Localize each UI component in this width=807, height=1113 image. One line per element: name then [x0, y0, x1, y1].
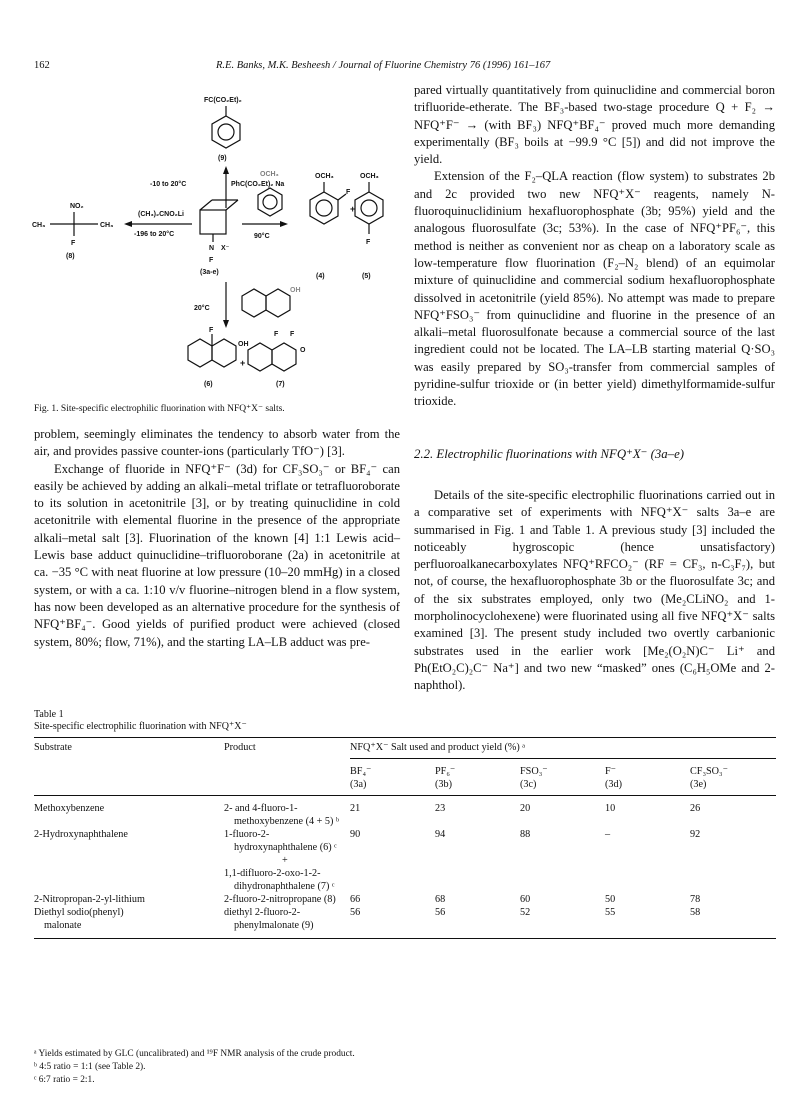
label-c7: (7) [276, 381, 285, 388]
label-f-5: F [366, 239, 371, 246]
right-column [414, 82, 775, 411]
cell-product: 1-fluoro-2- hydroxynaphthalene (6) ᶜ + 1,1-difluoro-2-oxo-1-2- dihydronaphthalene (7) ᶜ [224, 829, 337, 892]
cell-yield: 20 [520, 803, 531, 814]
cell-substrate: 2-Hydroxynaphthalene [34, 829, 128, 840]
salt-anion: FSO₃⁻ [520, 766, 548, 777]
table-row [34, 828, 776, 893]
label-top-reagent: FC(CO₂Et)₂ [204, 97, 242, 104]
label-c8-f: F [71, 240, 76, 247]
salt-code: (3e) [690, 779, 707, 790]
cell-yield: 52 [520, 907, 531, 918]
label-f-7a: F [274, 331, 279, 338]
cell-substrate: Methoxybenzene [34, 803, 105, 814]
label-f-7b: F [290, 331, 295, 338]
label-step-right: 90°C [254, 233, 270, 240]
label-xminus: X⁻ [221, 245, 230, 252]
cell-product: 2- and 4-fluoro-1- methoxybenzene (4 + 5) ᵇ [224, 803, 340, 827]
table-footnotes [34, 1048, 776, 1087]
svg-text:+: + [240, 358, 246, 368]
footnote-b: ᵇ 4:5 ratio = 1:1 (see Table 2). [34, 1062, 146, 1072]
head-product: Product [224, 742, 256, 753]
cell-yield: 10 [605, 803, 616, 814]
label-c5: (5) [362, 273, 371, 280]
cell-yield: 56 [435, 907, 446, 918]
footnote-c: ᶜ 6:7 ratio = 2:1. [34, 1075, 95, 1085]
salt-code: (3c) [520, 779, 537, 790]
salt-anion: BF₄⁻ [350, 766, 372, 777]
left-paragraph-1: problem, seemingly eliminates the tendency to absorb water from the air, and provides passive counter-ions (particularly TfO⁻) [3]. [34, 427, 400, 459]
head-salt: NFQ⁺X⁻ Salt used and product yield (%) ᵃ [350, 742, 526, 753]
cell-yield: 21 [350, 803, 361, 814]
cell-yield: 58 [690, 907, 701, 918]
table-1 [34, 741, 776, 943]
right-column-2 [414, 487, 775, 695]
table-title: Site-specific electrophilic fluorination with NFQ⁺X⁻ [34, 721, 247, 732]
cell-yield: 88 [520, 829, 531, 840]
label-och3-4: OCH₃ [315, 173, 334, 180]
label-step-up-reagent: PhC(CO₂Et)₂ Na [231, 181, 285, 188]
running-title: R.E. Banks, M.K. Besheesh / Journal of Fluorine Chemistry 76 (1996) 161–167 [216, 60, 551, 71]
label-c8-ch3r: CH₃ [100, 222, 114, 229]
label-step-up: -10 to 20°C [150, 181, 187, 188]
cell-yield: 50 [605, 894, 616, 905]
cell-product: 2-fluoro-2-nitropropane (8) [224, 894, 336, 905]
label-och3-5: OCH₃ [360, 173, 379, 180]
figure-caption: Fig. 1. Site-specific electrophilic fluorination with NFQ⁺X⁻ salts. [34, 404, 285, 414]
cell-yield: – [605, 829, 611, 840]
salt-anion: F⁻ [605, 766, 617, 777]
salt-code: (3d) [605, 779, 622, 790]
cell-yield: 78 [690, 894, 701, 905]
salt-anion: PF₆⁻ [435, 766, 456, 777]
section-heading: 2.2. Electrophilic fluorinations with NFQ⁺X⁻ (3a–e) [414, 447, 685, 461]
label-c8: (8) [66, 253, 75, 260]
label-c8-no2: NO₂ [70, 203, 84, 210]
table-row [34, 906, 776, 932]
cell-product: diethyl 2-fluoro-2- phenylmalonate (9) [224, 907, 314, 931]
cell-yield: 23 [435, 803, 446, 814]
footnote-a: ᵃ Yields estimated by GLC (uncalibrated) and ¹⁹F NMR analysis of the crude product. [34, 1049, 355, 1059]
left-column [34, 426, 400, 651]
label-c9: (9) [218, 155, 227, 162]
page-number: 162 [34, 60, 50, 71]
cell-yield: 60 [520, 894, 531, 905]
label-c6: (6) [204, 381, 213, 388]
salt-code: (3b) [435, 779, 452, 790]
table-row [34, 802, 776, 828]
label-step-left-temp: -196 to 20°C [134, 231, 175, 238]
right-paragraph-3: Details of the site-specific electrophilic fluorinations carried out in a comparative set of experiments with NFQ⁺X⁻ salts 3a–e are summarised in Fig. 1 and Table 1. A previous study [3] included the noticeably hygroscopic (hence unsatisfactory) perfluoroalkanecarboxylates NFQ⁺RFCO₂⁻ (RF = CF₃, n-C₃F₇), but not, of course, the hexafluorophosphate 3b or the fluorosulfate 3c; and of the six substrates employed, only two (Me₂CLiNO₂ and 1-morpholinocyclohexene) were fluorinated using all five NFQ⁺X⁻ salts examined [3]. The present study included two overtly carbanionic substrates used in the earlier work [Me₂(O₂N)C⁻ Li⁺ and Ph(EtO₂C)₂C⁻ Na⁺] and two new “masked” ones (C₆H₅OMe and 2-naphthol). [414, 488, 775, 693]
figure-1-scheme [28, 88, 398, 388]
cell-yield: 68 [435, 894, 446, 905]
table-row [34, 893, 776, 906]
cell-yield: 26 [690, 803, 701, 814]
salt-anion: CF₃SO₃⁻ [690, 766, 728, 777]
label-c3: (3a-e) [200, 269, 219, 276]
cell-yield: 92 [690, 829, 701, 840]
table-label: Table 1 [34, 709, 64, 720]
label-c4: (4) [316, 273, 325, 280]
svg-text:+: + [350, 204, 356, 214]
left-paragraph-2: Exchange of fluoride in NFQ⁺F⁻ (3d) for CF₃SO₃⁻ or BF₄⁻ can easily be achieved by adding an alkali–metal triflate or tetrafluoroborate to its solution in acetonitrile [3], or by treating quinuclidine in cold acetonitrile with elemental fluorine in the presence of the appropriate alkali–metal salt [3]. Fluorination of the known [4] 1:1 Lewis acid–Lewis base adduct quinuclidine–trifluoroborane (2a) in acetonitrile at ca. −35 °C with neat fluorine at low pressure (10–20 mmHg) in a closed system, or with a ca. 1:10 v/v fluorine–nitrogen blend in a flow system, has now been developed as an alternative procedure for the synthesis of NFQ⁺BF₄⁻. Good yields of purified product were achieved (closed system, 80%; flow, 71%), and the starting LA–LB adduct was pre- [34, 461, 400, 649]
label-oh-start: OH [290, 287, 301, 294]
right-paragraph-1: pared virtually quantitatively from quinuclidine and commercial boron trifluoride-etherate. The BF₃-based two-stage procedure Q + F₂ → NFQ⁺F⁻ → (with BF₃) NFQ⁺BF₄⁻ proved much more demanding experimentally (BF₃ boils at −99.9 °C [5]) and did not improve the yield. [414, 83, 775, 167]
cell-yield: 66 [350, 894, 361, 905]
label-f-6: F [209, 327, 214, 334]
label-c8-ch3l: CH₃ [32, 222, 46, 229]
cell-yield: 90 [350, 829, 361, 840]
cell-yield: 55 [605, 907, 616, 918]
head-substrate: Substrate [34, 742, 72, 753]
label-oh-6: OH [238, 341, 249, 348]
salt-code: (3a) [350, 779, 367, 790]
cell-substrate: 2-Nitropropan-2-yl-lithium [34, 894, 145, 905]
label-f-4: F [346, 189, 351, 196]
cell-yield: 56 [350, 907, 361, 918]
right-paragraph-2: Extension of the F₂–QLA reaction (flow system) to substrates 2b and 2c provided two new NFQ⁺X⁻ reagents, namely N-fluoroquinuclidinium hexafluorophosphate (3b; 95%) yield and the analogous fluorosulfate (3c; 53%). In the case of NFQ⁺PF₆⁻, this method is neither as convenient nor as cheap on a laboratory scale as low-temperature flow fluorination (F₂–N₂ blend) of an equimolar mixture of quinuclidine and commercial sodium hexafluorophosphate dissolved in acetonitrile (yield 85%). No attempt was made to prepare NFQ⁺FSO₃⁻ from quinuclidine and fluorine in the presence of an alkali–metal fluorosulfonate because a commercial source of the last ingredient could not be located. The LA–LB starting material Q·SO₃ was easily prepared by SO₃-transfer from commercial samples of pyridine-sulfur trioxide or (in better yield) dimethylformamide-sulfur trioxide. [414, 169, 775, 409]
cell-yield: 94 [435, 829, 446, 840]
label-fq: F [209, 257, 214, 264]
label-och3-start: OCH₃ [260, 171, 279, 178]
label-step-down: 20°C [194, 305, 210, 312]
label-step-left: (CH₃)₂CNO₂Li [138, 211, 185, 218]
label-nplus: N [209, 245, 215, 252]
label-o-7: O [300, 347, 306, 354]
cell-substrate: Diethyl sodio(phenyl) malonate [34, 907, 124, 931]
